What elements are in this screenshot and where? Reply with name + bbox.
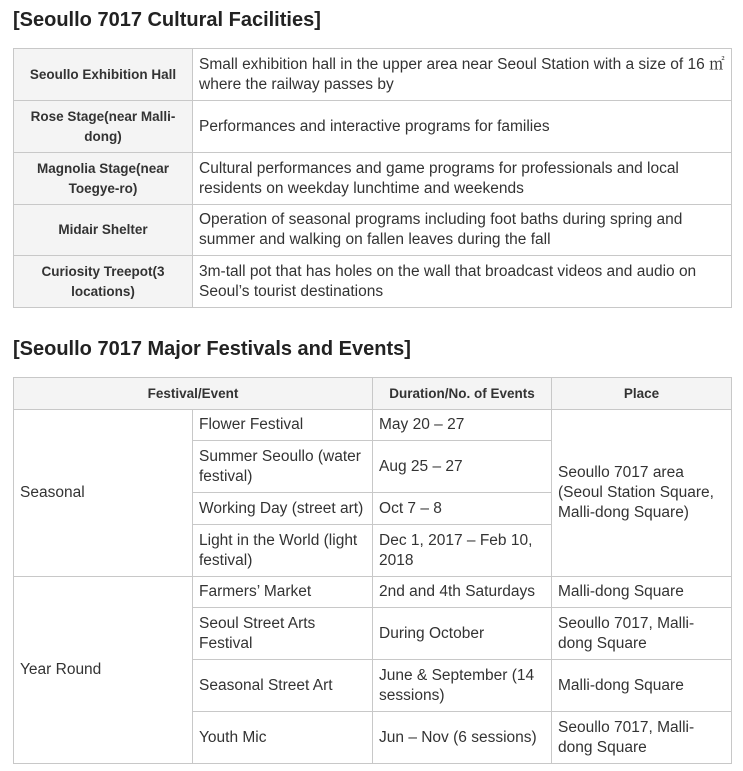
festivals-title: [Seoullo 7017 Major Festivals and Events] — [13, 338, 411, 360]
facility-name: Rose Stage(near Malli-dong) — [14, 101, 193, 153]
event-duration: Aug 25 – 27 — [373, 441, 552, 493]
event-name: Farmers’ Market — [193, 577, 373, 608]
table-row — [14, 410, 732, 441]
category-cell: Seasonal — [14, 410, 193, 577]
facility-description: 3m-tall pot that has holes on the wall that broadcast videos and audio on Seoul’s tourist destinations — [193, 256, 732, 308]
facility-name: Seoullo Exhibition Hall — [14, 49, 193, 101]
header-duration: Duration/No. of Events — [373, 378, 552, 410]
facility-description: Cultural performances and game programs for professionals and local residents on weekday lunchtime and weekends — [193, 153, 732, 205]
table-row — [14, 153, 732, 205]
event-place: Seoullo 7017 area (Seoul Station Square, Malli-dong Square) — [552, 410, 732, 577]
event-name: Seoul Street Arts Festival — [193, 608, 373, 660]
event-duration: June & September (14 sessions) — [373, 660, 552, 712]
table-row — [14, 205, 732, 256]
event-name: Flower Festival — [193, 410, 373, 441]
event-name: Working Day (street art) — [193, 493, 373, 525]
event-place: Malli-dong Square — [552, 577, 732, 608]
table-row — [14, 577, 732, 608]
table-header-row — [14, 378, 732, 410]
facility-description: Operation of seasonal programs including foot baths during spring and summer and walking on fallen leaves during the fall — [193, 205, 732, 256]
event-name: Youth Mic — [193, 712, 373, 764]
event-name: Light in the World (light festival) — [193, 525, 373, 577]
event-name: Summer Seoullo (water festival) — [193, 441, 373, 493]
event-duration: Dec 1, 2017 – Feb 10, 2018 — [373, 525, 552, 577]
table-row — [14, 49, 732, 101]
event-duration: Oct 7 – 8 — [373, 493, 552, 525]
event-duration: 2nd and 4th Saturdays — [373, 577, 552, 608]
table-row — [14, 101, 732, 153]
event-duration: May 20 – 27 — [373, 410, 552, 441]
event-place: Malli-dong Square — [552, 660, 732, 712]
facility-name: Midair Shelter — [14, 205, 193, 256]
facilities-table — [13, 48, 732, 308]
header-festival-event: Festival/Event — [14, 378, 373, 410]
event-place: Seoullo 7017, Malli-dong Square — [552, 712, 732, 764]
header-place: Place — [552, 378, 732, 410]
category-cell: Year Round — [14, 577, 193, 764]
table-row — [14, 256, 732, 308]
facilities-title: [Seoullo 7017 Cultural Facilities] — [13, 9, 321, 31]
event-duration: During October — [373, 608, 552, 660]
facility-description: Performances and interactive programs for families — [193, 101, 732, 153]
event-place: Seoullo 7017, Malli-dong Square — [552, 608, 732, 660]
facility-name: Magnolia Stage(near Toegye-ro) — [14, 153, 193, 205]
facility-name: Curiosity Treepot(3 locations) — [14, 256, 193, 308]
festivals-table — [13, 377, 732, 764]
facility-description: Small exhibition hall in the upper area near Seoul Station with a size of 16 ㎡where the railway passes by — [193, 49, 732, 101]
event-name: Seasonal Street Art — [193, 660, 373, 712]
event-duration: Jun – Nov (6 sessions) — [373, 712, 552, 764]
